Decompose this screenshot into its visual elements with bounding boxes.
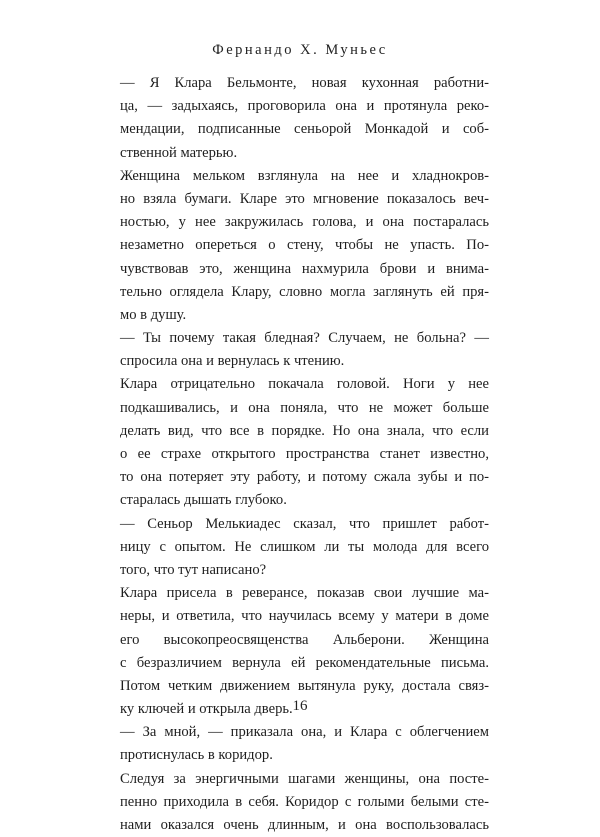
text-line: с безразличием вернула ей рекомендательные письма. xyxy=(120,654,489,671)
text-line: протиснулась в коридор. xyxy=(120,747,273,764)
text-line: мендации, подписанные сеньорой Монкадой и соб- xyxy=(120,121,489,138)
text-line: подкашивались, и она поняла, что не может больше xyxy=(120,399,489,416)
text-line: ностью, у нее закружилась голова, и она постаралась xyxy=(120,214,489,231)
text-line: Потом четким движением вытянула руку, достала связ- xyxy=(120,677,489,694)
text-line: ца, — задыхаясь, проговорила она и протянула реко- xyxy=(120,98,489,115)
paragraph xyxy=(120,72,489,165)
text-line: неры, и ответила, что научилась всему у матери в доме xyxy=(120,608,489,625)
text-line: делать вид, что все в порядке. Но она знала, что если xyxy=(120,422,489,439)
text-line: о ее страхе открытого пространства станет известно, xyxy=(120,446,489,462)
text-line: — Я Клара Бельмонте, новая кухонная работни- xyxy=(120,75,489,91)
text-line: ственной матерью. xyxy=(120,144,238,161)
paragraph xyxy=(120,165,489,327)
text-line: — Сеньор Мелькиадес сказал, что пришлет работ- xyxy=(120,515,489,532)
text-line: того, что тут написано? xyxy=(120,561,267,578)
text-line: Клара отрицательно покачала головой. Ноги у нее xyxy=(120,376,489,393)
text-line: мо в душу. xyxy=(120,306,187,323)
page-number: 16 xyxy=(292,698,308,714)
body-text xyxy=(120,72,489,837)
text-line: ку ключей и открыла дверь. xyxy=(120,701,293,718)
text-line: тельно оглядела Клару, словно могла заглянуть ей пря- xyxy=(120,283,489,300)
text-line: его высокопреосвященства Альберони. Женщина xyxy=(120,631,489,648)
running-header: Фернандо Х. Муньес xyxy=(212,42,388,58)
text-line: ницу с опытом. Не слишком ли ты молода для всего xyxy=(120,538,489,555)
text-line: Клара присела в реверансе, показав свои лучшие ма- xyxy=(120,585,489,602)
paragraph xyxy=(120,373,489,512)
text-line: нами оказался очень длинным, и она воспользовалась xyxy=(120,817,489,833)
text-line: Женщина мельком взглянула на нее и хладнокров- xyxy=(120,167,489,184)
paragraph xyxy=(120,721,489,767)
text-line: пенно приходила в себя. Коридор с голыми белыми сте- xyxy=(120,793,489,810)
paragraph xyxy=(120,513,489,583)
text-line: Следуя за энергичными шагами женщины, она посте- xyxy=(120,770,489,787)
text-line: то она потеряет эту работу, и потому сжала зубы и по- xyxy=(120,469,489,486)
text-line: чувствовав это, женщина нахмурила брови и внима- xyxy=(120,260,489,277)
text-line: но взяла бумаги. Кларе это мгновение показалось веч- xyxy=(120,190,489,207)
text-line: — За мной, — приказала она, и Клара с облегчением xyxy=(120,724,489,741)
text-line: спросила она и вернулась к чтению. xyxy=(120,353,345,370)
paragraph xyxy=(120,327,489,373)
paragraph xyxy=(120,768,489,837)
text-line: незаметно опереться о стену, чтобы не упасть. По- xyxy=(120,237,489,254)
text-line: старалась дышать глубоко. xyxy=(120,492,287,509)
text-line: — Ты почему такая бледная? Случаем, не больна? — xyxy=(120,330,489,347)
